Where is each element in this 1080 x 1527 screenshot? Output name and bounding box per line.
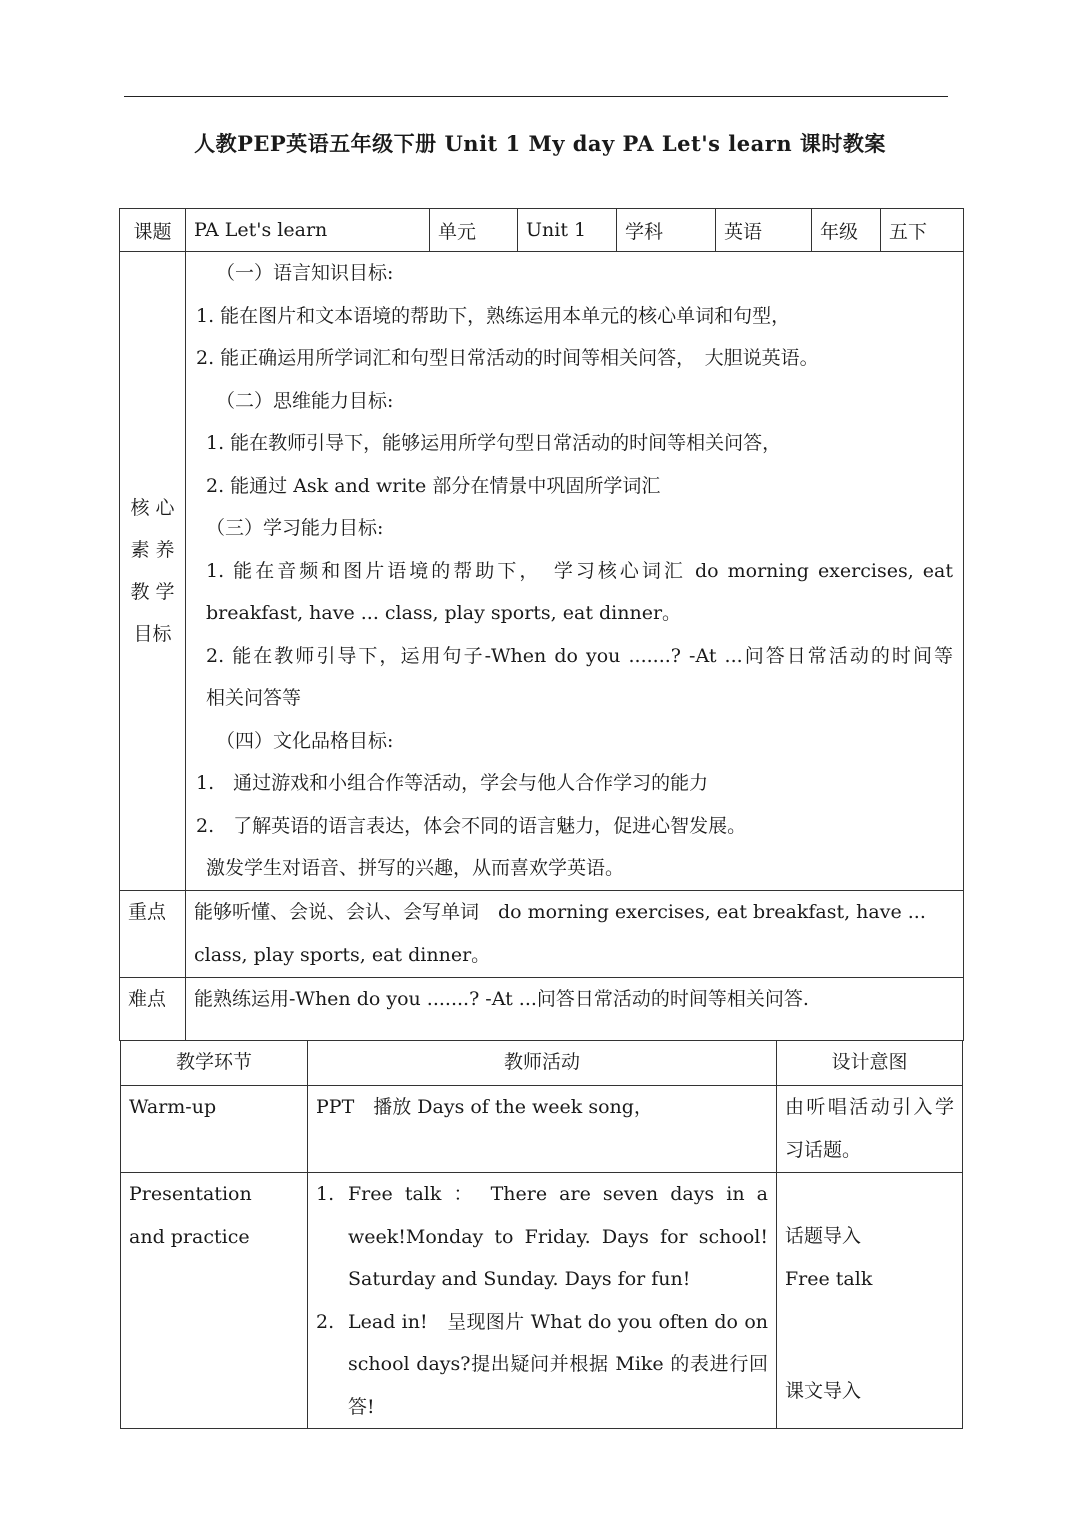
key-points-text: 能够听懂、会说、会认、会写单词 do morning exercises, eat breakfast, have ... class, play sports, eat dinner。 (186, 890, 964, 977)
objective-item: 2. 能正确运用所学词汇和句型日常活动的时间等相关问答， 大胆说英语。 (196, 347, 819, 369)
objective-item: 2. 了解英语的语言表达，体会不同的语言魅力，促进心智发展。 (196, 814, 747, 837)
list-item-number: 1. (316, 1183, 335, 1205)
objective-item: 2. 能在教师引导下，运用句子-When do you .......? -At ...问答日常活动的时间等 (206, 644, 953, 667)
difficulties-label: 难点 (120, 977, 186, 1040)
grade-label: 年级 (812, 209, 881, 252)
lesson-info-table (119, 208, 964, 1041)
objectives-content (186, 252, 964, 891)
warmup-activity: PPT 播放 Days of the week song， (308, 1086, 777, 1173)
objectives-label-line: 素 养 (130, 538, 175, 561)
objective-item: 1. 能在音频和图片语境的帮助下， 学习核心词汇 do morning exercises, eat (206, 559, 953, 582)
presentation-activities (308, 1173, 777, 1429)
key-points-label: 重点 (120, 890, 186, 977)
objective-item: 激发学生对语音、拼写的兴趣，从而喜欢学英语。 (206, 857, 625, 879)
key-points-row (120, 890, 964, 977)
list-item-text: Free talk ： There are seven days in a week!Monday to Friday. Days for school! Saturday and Sunday. Days for fun! (348, 1183, 768, 1290)
objective-item: breakfast, have ... class, play sports, eat dinner。 (206, 602, 682, 624)
header-rule (124, 96, 948, 97)
process-header-row (121, 1041, 963, 1086)
subject-value: 英语 (716, 209, 812, 252)
warmup-row (121, 1086, 963, 1173)
intent-line: 课文导入 (785, 1380, 862, 1402)
list-item-text: Lead in! 呈现图片 What do you often do on school days?提出疑问并根据 Mike 的表进行回答! (348, 1310, 768, 1418)
page-title: 人教PEP英语五年级下册 Unit 1 My day PA Let's learn 课时教案 (194, 131, 886, 156)
header-stage: 教学环节 (121, 1041, 308, 1086)
objectives-row (120, 252, 964, 891)
objectives-label-line: 教 学 (130, 580, 175, 603)
topic-label: 课题 (120, 209, 186, 252)
objective-heading: （三）学习能力目标: (206, 517, 384, 539)
difficulties-text: 能熟练运用-When do you .......? -At ...问答日常活动的时间等相关问答. (186, 977, 964, 1040)
list-item-number: 2. (316, 1310, 335, 1333)
intent-line: Free talk (785, 1267, 873, 1290)
objective-item: 2. 能通过 Ask and write 部分在情景中巩固所学词汇 (206, 474, 661, 497)
process-table (120, 1040, 963, 1429)
unit-label: 单元 (430, 209, 518, 252)
list-item (316, 1173, 768, 1301)
header-activity: 教师活动 (308, 1041, 777, 1086)
presentation-stage-text: Presentation and practice (129, 1183, 271, 1248)
info-row (120, 209, 964, 252)
difficulties-row (120, 977, 964, 1040)
objectives-label-line: 核 心 (130, 496, 175, 519)
objectives-label-line: 目标 (133, 622, 172, 645)
objective-item: 1. 通过游戏和小组合作等活动，学会与他人合作学习的能力 (196, 772, 709, 794)
warmup-intent: 由听唱活动引入学习话题。 (777, 1086, 963, 1173)
activity-list (316, 1173, 768, 1428)
objective-item: 1. 能在图片和文本语境的帮助下，熟练运用本单元的核心单词和句型， (196, 304, 791, 327)
grade-value: 五下 (881, 209, 964, 252)
subject-label: 学科 (617, 209, 716, 252)
objective-item: 1. 能在教师引导下，能够运用所学句型日常活动的时间等相关问答， (206, 432, 782, 454)
topic-value: PA Let's learn (186, 209, 430, 252)
warmup-stage: Warm-up (121, 1086, 308, 1173)
unit-value: Unit 1 (518, 209, 617, 252)
intent-line: 话题导入 (785, 1225, 862, 1247)
objective-heading: （二）思维能力目标: (216, 389, 394, 412)
objective-heading: （四）文化品格目标: (216, 729, 394, 752)
presentation-intents (777, 1173, 963, 1429)
objectives-label (120, 252, 186, 891)
objective-item: 相关问答等 (206, 687, 302, 709)
list-item (316, 1301, 768, 1429)
objective-heading: （一）语言知识目标: (216, 262, 394, 284)
presentation-row (121, 1173, 963, 1429)
header-intent: 设计意图 (777, 1041, 963, 1086)
presentation-stage (121, 1173, 308, 1429)
